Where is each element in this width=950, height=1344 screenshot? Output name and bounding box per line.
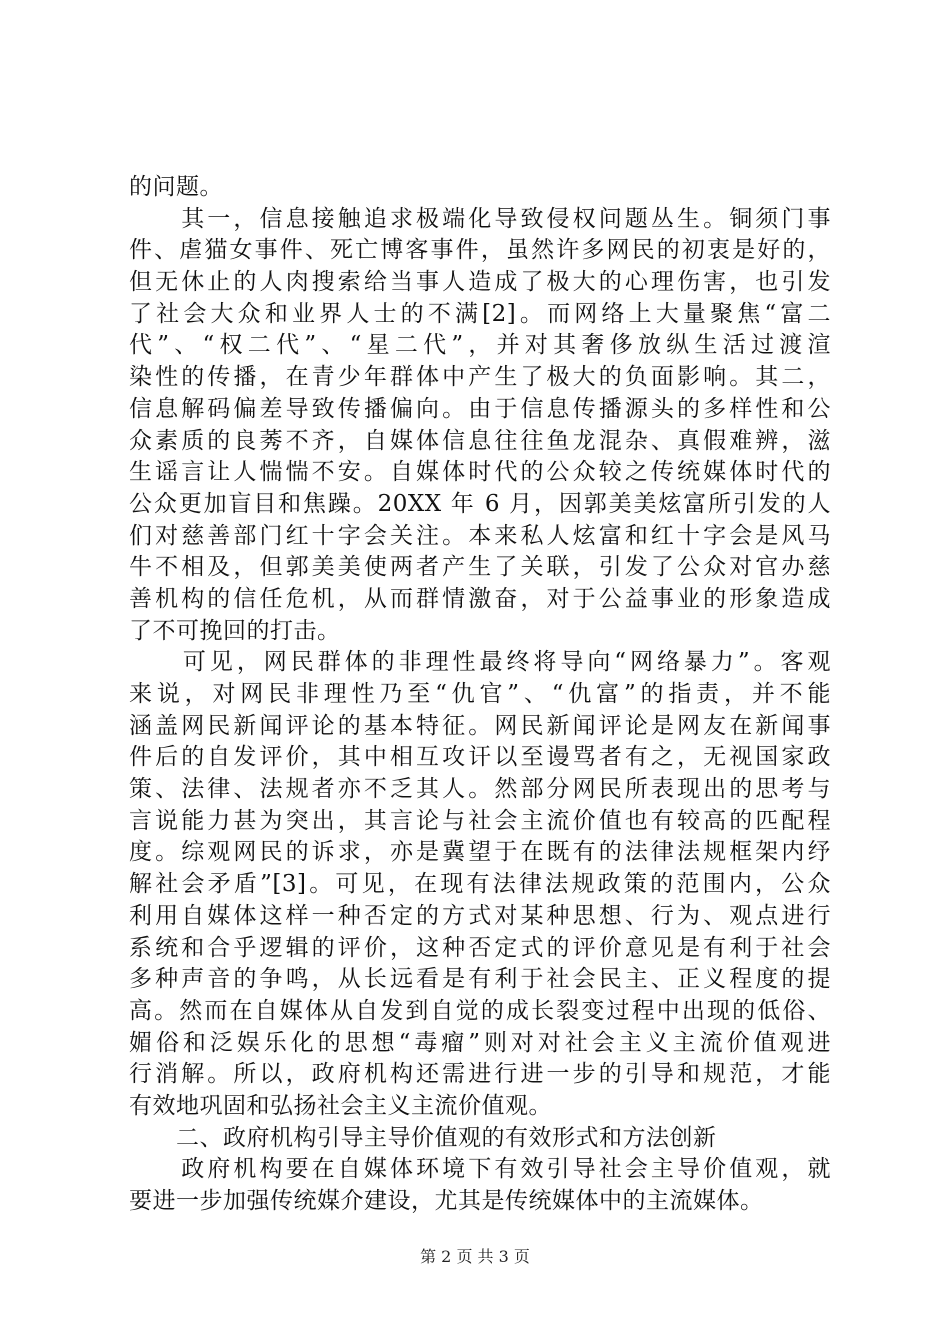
text-line: 们对慈善部门红十字会关注。本来私人炫富和红十字会是风马	[129, 522, 831, 549]
text-line: 度。综观网民的诉求，亦是冀望于在既有的法律法规框架内纾	[129, 839, 831, 866]
text-line: 要进一步加强传统媒介建设，尤其是传统媒体中的主流媒体。	[129, 1188, 764, 1214]
text-line: 其一，信息接触追求极端化导致侵权问题丛生。铜须门事	[129, 205, 831, 232]
text-line: 善机构的信任危机，从而群情激奋，对于公益事业的形象造成	[129, 585, 831, 612]
text-line: 代”、“权二代”、“星二代”，并对其奢侈放纵生活过渡渲	[129, 332, 831, 359]
text-line: 多种声音的争鸣，从长远看是有利于社会民主、正义程度的提	[129, 966, 831, 993]
text-line: 的问题。	[129, 174, 223, 200]
text-line: 行消解。所以，政府机构还需进行进一步的引导和规范，才能	[129, 1061, 831, 1088]
text-line: 了不可挽回的打击。	[129, 617, 341, 644]
text-line: 件后的自发评价，其中相互攻讦以至谩骂者有之，无视国家政	[129, 744, 831, 771]
text-line: 了社会大众和业界人士的不满[2]。而网络上大量聚焦“富二	[129, 300, 831, 327]
text-line: 系统和合乎逻辑的评价，这种否定式的评价意见是有利于社会	[129, 934, 831, 961]
text-line: 涵盖网民新闻评论的基本特征。网民新闻评论是网友在新闻事	[129, 712, 831, 739]
body-text	[129, 172, 831, 1218]
text-line: 牛不相及，但郭美美使两者产生了关联，引发了公众对官办慈	[129, 554, 831, 581]
text-line: 众素质的良莠不齐，自媒体信息往往鱼龙混杂、真假难辨，滋	[129, 427, 831, 454]
text-line: 策、法律、法规者亦不乏其人。然部分网民所表现出的思考与	[129, 776, 831, 803]
text-line: 件、虐猫女事件、死亡博客事件，虽然许多网民的初衷是好的，	[129, 237, 831, 264]
text-line: 高。然而在自媒体从自发到自觉的成长裂变过程中出现的低俗、	[129, 997, 831, 1024]
text-line: 来说，对网民非理性乃至“仇官”、“仇富”的指责，并不能	[129, 681, 831, 707]
text-line: 解社会矛盾”[3]。可见，在现有法律法规政策的范围内，公众	[129, 871, 831, 898]
text-line: 言说能力甚为突出，其言论与社会主流价值也有较高的匹配程	[129, 807, 831, 834]
text-line: 政府机构要在自媒体环境下有效引导社会主导价值观，就	[129, 1156, 831, 1183]
text-line: 可见，网民群体的非理性最终将导向“网络暴力”。客观	[129, 649, 831, 676]
text-line: 媚俗和泛娱乐化的思想“毒瘤”则对对社会主义主流价值观进	[129, 1029, 831, 1056]
text-line: 信息解码偏差导致传播偏向。由于信息传播源头的多样性和公	[129, 395, 831, 422]
text-line: 有效地巩固和弘扬社会主义主流价值观。	[129, 1092, 552, 1119]
text-line: 利用自媒体这样一种否定的方式对某种思想、行为、观点进行	[129, 902, 831, 929]
text-line: 公众更加盲目和焦躁。20XX 年 6 月，因郭美美炫富所引发的人	[129, 490, 831, 517]
text-line: 二、政府机构引导主导价值观的有效形式和方法创新	[129, 1124, 717, 1151]
text-line: 生谣言让人惴惴不安。自媒体时代的公众较之传统媒体时代的	[129, 459, 831, 486]
page-footer: 第 2 页 共 3 页	[420, 1247, 530, 1266]
text-line: 染性的传播，在青少年群体中产生了极大的负面影响。其二，	[129, 364, 831, 391]
text-line: 但无休止的人肉搜索给当事人造成了极大的心理伤害，也引发	[129, 269, 831, 296]
